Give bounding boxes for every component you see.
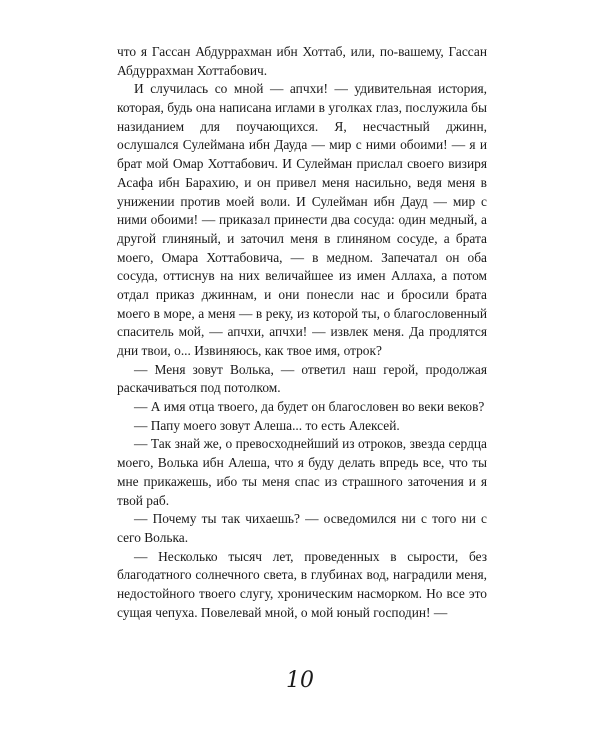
paragraph: — Папу моего зовут Алеша... то есть Алексей. <box>134 417 400 433</box>
paragraph: — Почему ты так чихаешь? — осведомился ни с того ни с сего Волька. <box>117 511 487 545</box>
paragraph: — Так знай же, о превосходнейший из отроков, звезда сердца моего, Волька ибн Алеша, что я буду делать впредь все, что ты мне прикажешь, ибо ты меня спас из страшного заточения и я твой раб. <box>117 436 487 508</box>
paragraph: что я Гассан Абдуррахман ибн Хоттаб, или, по-вашему, Гассан Абдуррахман Хоттабович. <box>117 44 487 78</box>
paragraph: И случилась со мной — апчхи! — удивительная история, которая, будь она написана иглами в уголках глаз, послужила бы назиданием для поучающихся. Я, несчастный джинн, ослушался Сулеймана ибн Дауда — мир с ними обоими! — я и брат мой Омар Хоттабович. И Сулейман прислал своего визиря Асафа ибн Барахию, и он привел меня насильно, ведя меня в унижении против моей воли. И Сулейман ибн Дауд — мир с ними обоими! — приказал принести два сосуда: один медный, а другой глиняный, и заточил меня в глиняном сосуде, а брата моего, Омара Хоттабовича, — в медном. Запечатал он оба сосуда, оттиснув на них величайшее из имен Аллаха, а потом отдал приказ джиннам, и они понесли нас и бросили брата моего в море, а меня — в реку, из которой ты, о благословенный спаситель мой, — апчхи, апчхи! — извлек меня. Да продлятся дни твои, о... Извиняюсь, как твое имя, отрок? <box>117 81 487 358</box>
paragraph: — Меня зовут Волька, — ответил наш герой, продолжая раскачиваться под потолком. <box>117 361 487 396</box>
page-number: 10 <box>286 668 314 693</box>
body-text <box>117 43 487 622</box>
paragraph: — А имя отца твоего, да будет он благословен во веки веков? <box>134 399 485 415</box>
paragraph: — Несколько тысяч лет, проведенных в сырости, без благодатного солнечного света, в глубинах вод, наградили меня, недостойного твоего слугу, хроническим насморком. Но все это сущая чепуха. Повелевай мной, о мой юный господин! — <box>117 548 487 620</box>
